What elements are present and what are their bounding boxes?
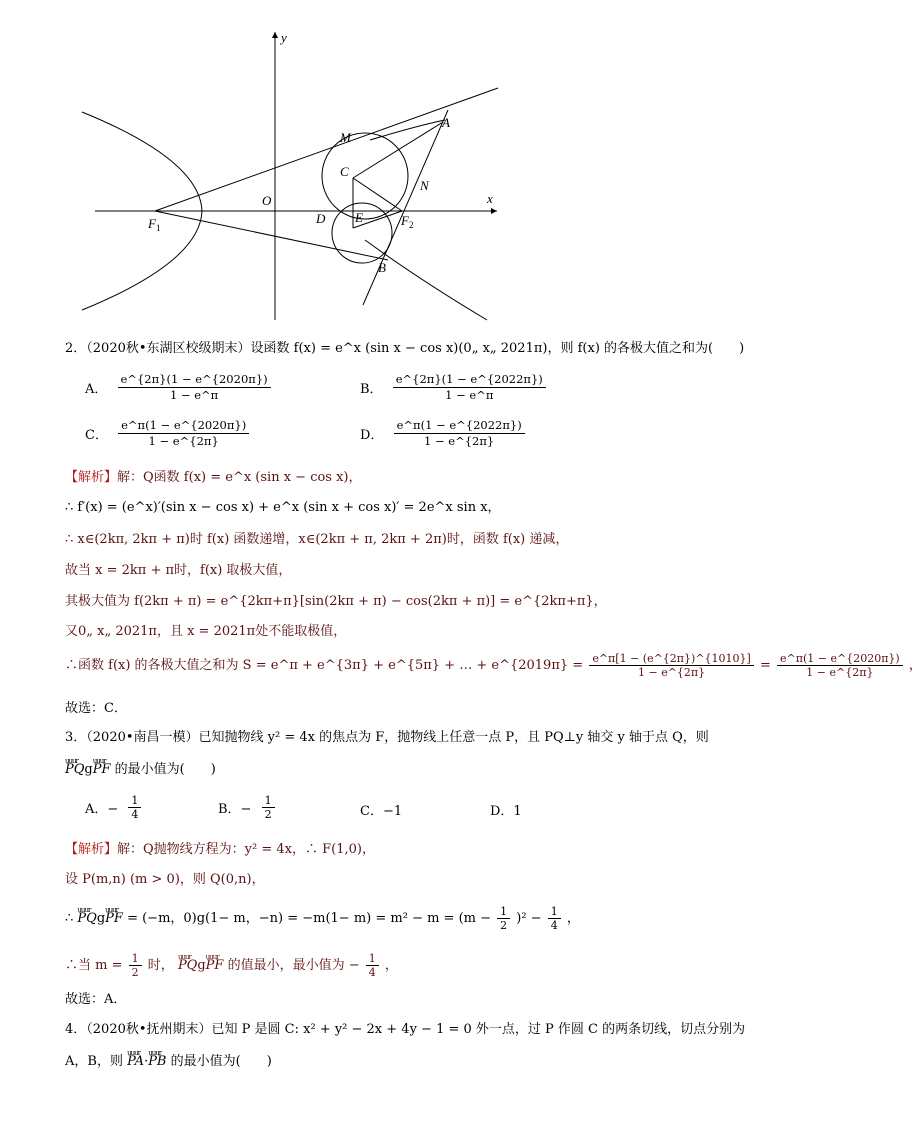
geometry-figure (0, 0, 793, 330)
label-n: N (420, 178, 429, 193)
label-c: C (340, 164, 349, 179)
q3-answer: 故选：A． (65, 992, 127, 1007)
q2-solution-line-3: ∴ x∈(2kπ, 2kπ + π)时 f(x) 函数递增，x∈(2kπ + π, 2kπ + 2π)时，函数 f(x) 递减， (65, 532, 569, 547)
label-o: O (262, 193, 272, 208)
q3-solution-line-3: ∴ uuur PQguuur PF = (−m，0)g(1− m，−n) = −m(1− m) = m² − m = (m − $\frac{1}{2}$ )² − $\frac{1}{4}$ ， (65, 905, 580, 932)
line-ab (363, 110, 448, 305)
q2-option-b: B． $\frac{e\^{}\{2\pi\}(1 - e\^{}\{2022\pi\})}{1 - e\^{}\pi}$ (360, 372, 548, 403)
segment-c-f2 (353, 178, 402, 211)
q4-stem-line-1: 4．（2020秋•抚州期末）已知 P 是圆 C: x² + y² − 2x + 4y − 1 = 0 外一点，过 P 作圆 C 的两条切线，切点分别为 (65, 1022, 746, 1037)
q3-option-a: A．− $\frac{1}{4}$ (85, 794, 143, 821)
label-a: A (442, 115, 450, 130)
q2-sum-fraction-1: $\frac{e\^{}\pi[1 - (e\^{}\{2\pi\})\^{}\{1010\}]}{1 - e\^{}\{2\pi\}}$ (589, 652, 754, 679)
label-f1: $F_1$ (148, 216, 161, 233)
q2-solution-line-6: 又0„ x„ 2021π，且 x = 2021π处不能取极值， (65, 624, 347, 639)
q3-option-d: D．1 (490, 804, 522, 819)
q2-answer: 故选：C． (65, 701, 127, 716)
q2-solution-line-4: 故当 x = 2kπ + π时，f(x) 取极大值， (65, 563, 292, 578)
q2-solution-line-5: 其极大值为 f(2kπ + π) = e^{2kπ+π}[sin(2kπ + π) − cos(2kπ + π)] = e^{2kπ+π}， (65, 594, 607, 609)
q2-solution-line-2: ∴ f′(x) = (e^x)′(sin x − cos x) + e^x (sin x + cos x)′ = 2e^x sin x， (65, 500, 501, 515)
q3-solution-line-1: 【解析】解：Q抛物线方程为：y² = 4x，∴ F(1,0)， (65, 842, 375, 857)
segment-c-a (353, 122, 443, 178)
q2-solution-line-1: 【解析】解：Q函数 f(x) = e^x (sin x − cos x)， (65, 470, 362, 485)
label-e: E (355, 210, 363, 225)
q3-stem-line-2: uuur PQguuur PF 的最小值为( ) (65, 760, 216, 780)
q2-stem: 2．（2020秋•东湖区校级期末）设函数 f(x) = e^x (sin x − cos x)(0„ x„ 2021π)，则 f(x) 的各极大值之和为( ) (65, 341, 745, 356)
q3-solution-line-4: ∴当 m = $\frac{1}{2}$ 时， uuur PQguuur PF 的值最小，最小值为 − $\frac{1}{4}$ ， (65, 952, 398, 979)
q3-stem-line-1: 3．（2020•南昌一模）已知抛物线 y² = 4x 的焦点为 F，抛物线上任意一点 P，且 PQ⊥y 轴交 y 轴于点 Q，则 (65, 730, 709, 745)
q2-sum-fraction-2: $\frac{e\^{}\pi(1 - e\^{}\{2020\pi\})}{1 - e\^{}\{2\pi\}}$ (777, 652, 903, 679)
label-d: D (316, 211, 326, 226)
q3-option-b: B．− $\frac{1}{2}$ (218, 794, 277, 821)
q3-option-c: C．−1 (360, 804, 403, 819)
q2-option-d: D． $\frac{e\^{}\pi(1 - e\^{}\{2022\pi\})}{1 - e\^{}\{2\pi\}}$ (360, 418, 527, 449)
q4-stem-line-2: A，B，则 uuur PA·uuur PB 的最小值为( ) (65, 1052, 272, 1072)
tangent-line-upper (155, 88, 498, 211)
q3-solution-line-2: 设 P(m,n) (m > 0)，则 Q(0,n)， (65, 872, 265, 887)
q2-solution-line-7: ∴函数 f(x) 的各极大值之和为 S = e^π + e^{3π} + e^{5π} + … + e^{2019π} = $\frac{e\^{}\pi[1 - (e\^{}\{2\pi\})\^{}\{1010\}]}{1 - e\^{}\{2\pi\}}$ = $\frac{e\^{}\pi(1 - e\^{}\{2020\pi\})}{1 - e\^{}\{2\pi\}}$ ， (65, 652, 922, 679)
q2-option-c: C． $\frac{e\^{}\pi(1 - e\^{}\{2020\pi\})}{1 - e\^{}\{2\pi\}}$ (85, 418, 251, 449)
label-x: x (487, 191, 493, 206)
q2-option-a: A． $\frac{e\^{}\{2\pi\}(1 - e\^{}\{2020\pi\})}{1 - e\^{}\pi}$ (85, 372, 273, 403)
label-b: B (378, 260, 386, 275)
hyperbola-right-branch-lower (365, 240, 487, 320)
label-y: y (281, 30, 287, 45)
label-m: M (340, 130, 351, 145)
label-f2: $F_2$ (401, 213, 414, 230)
